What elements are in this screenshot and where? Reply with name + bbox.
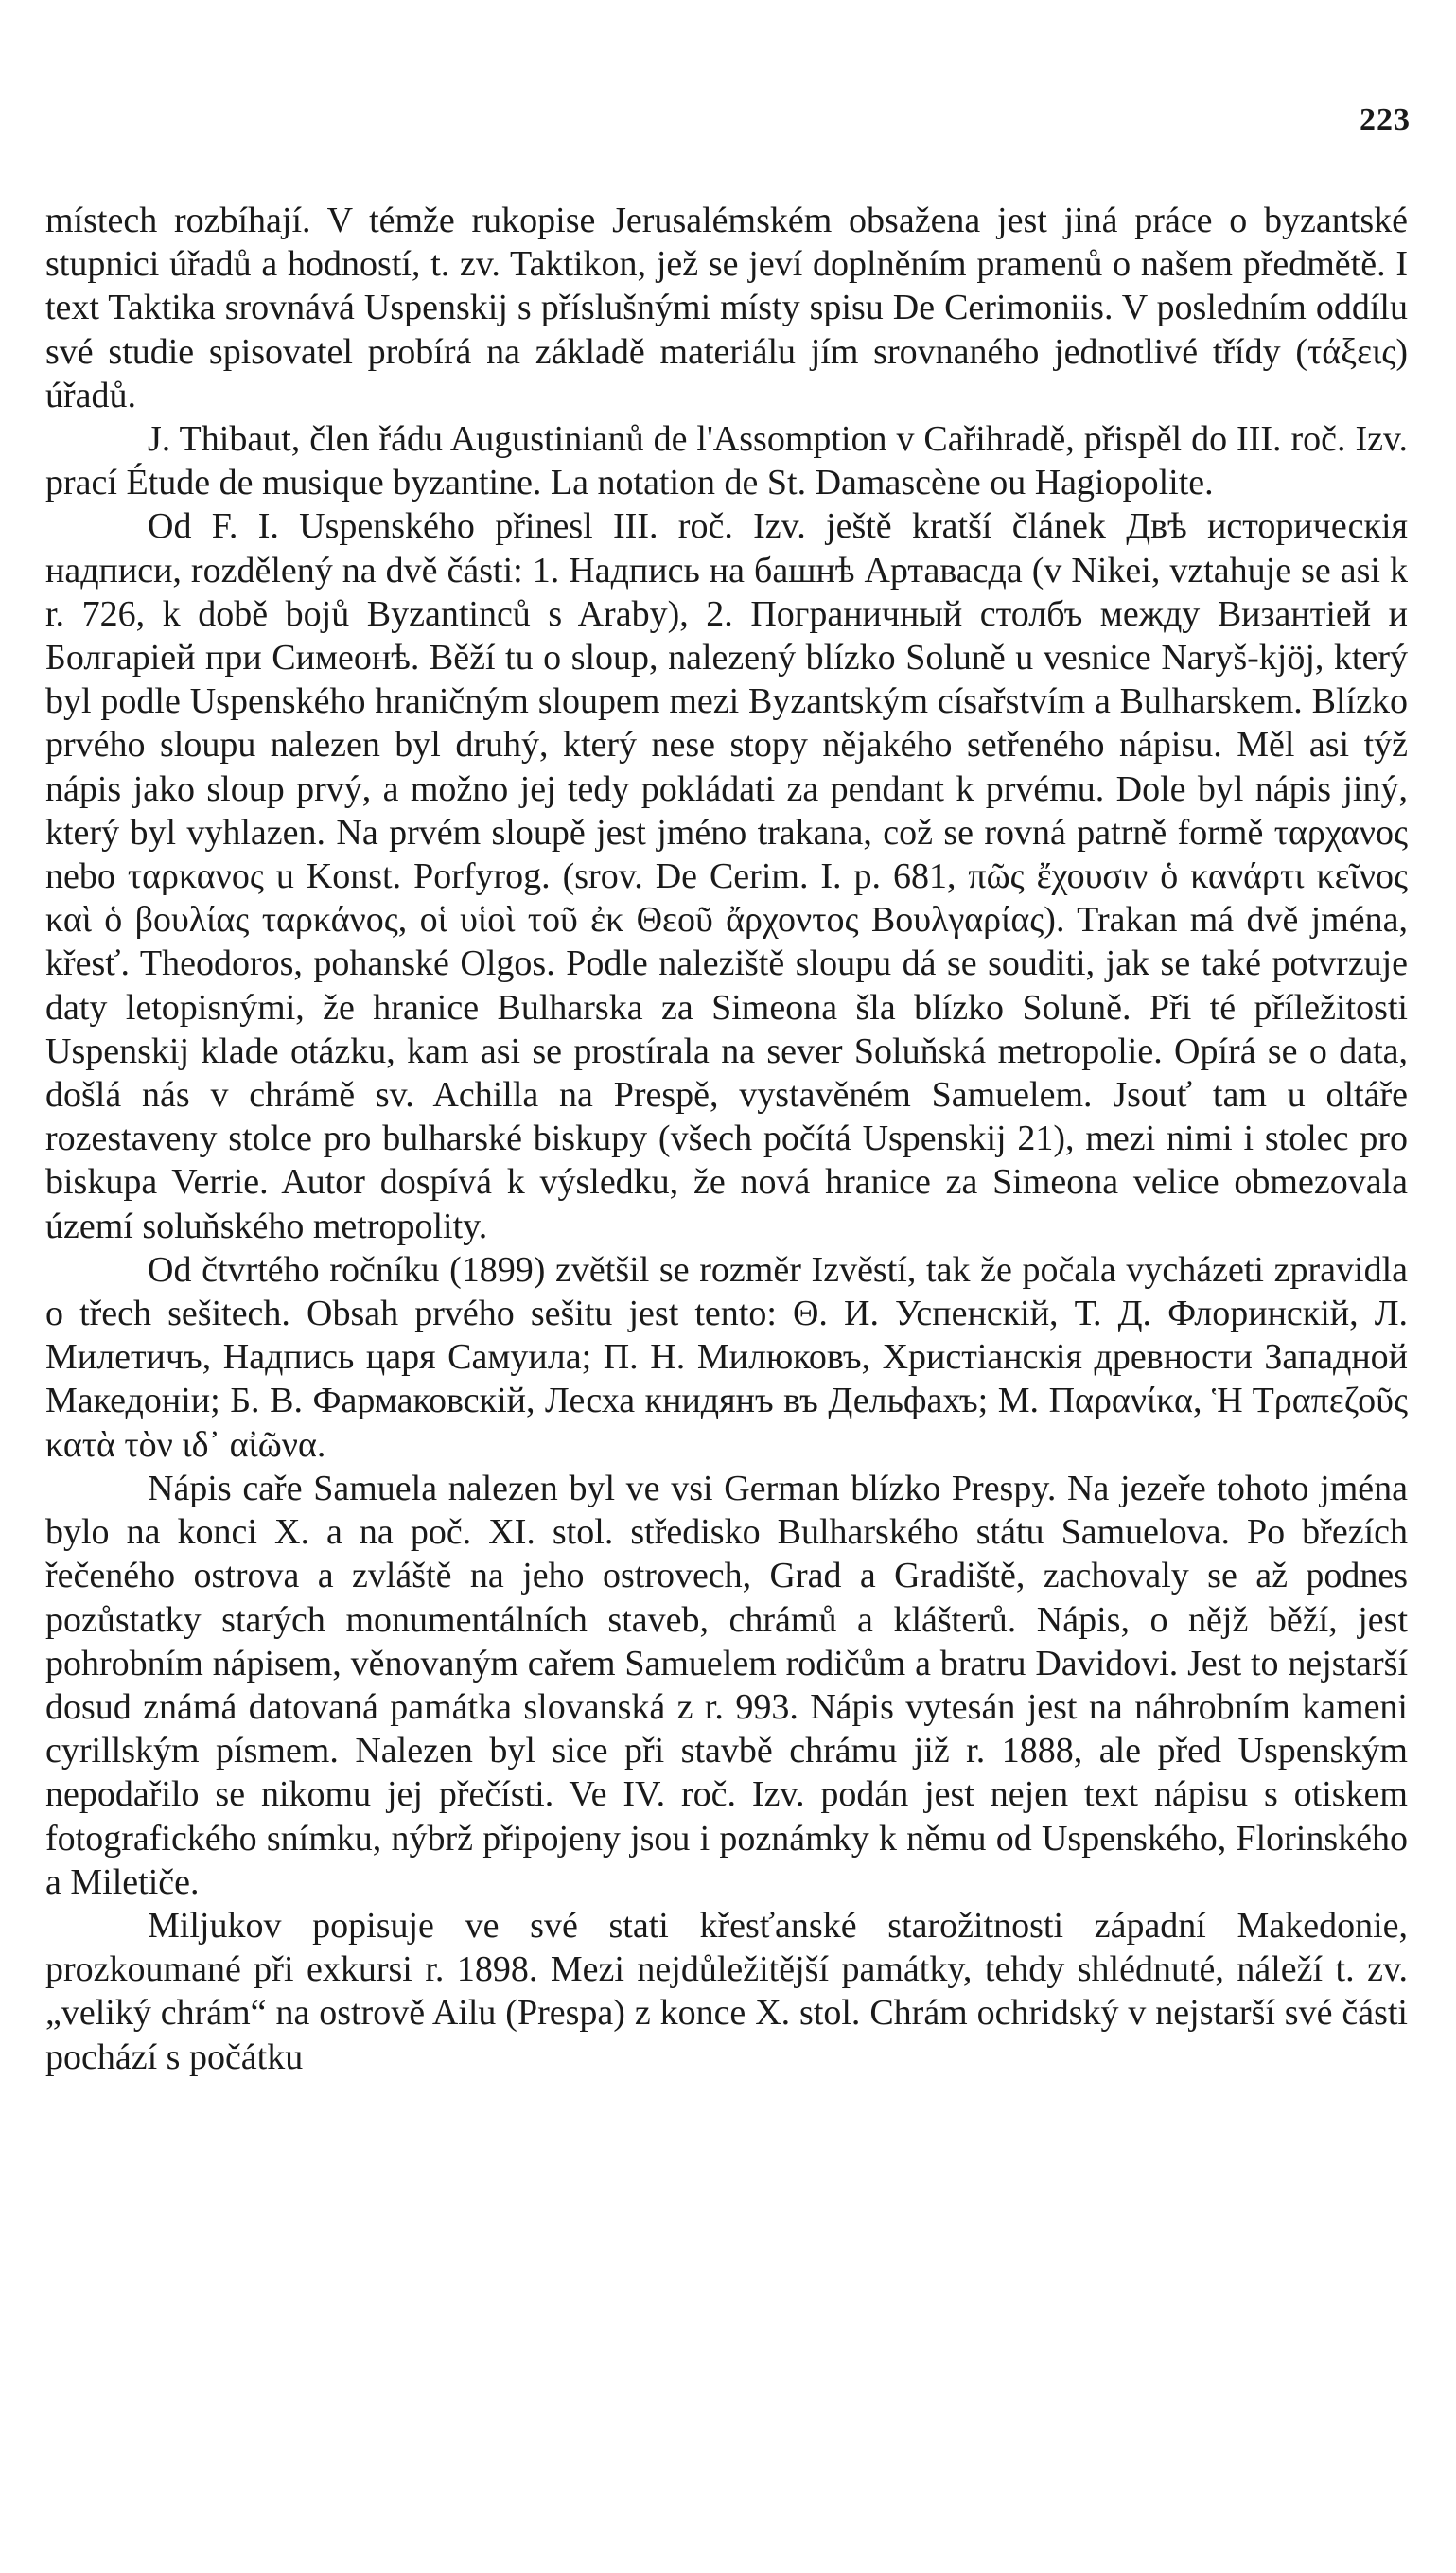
paragraph-3: Od F. I. Uspenského přinesl III. roč. Izv. ještě kratší článek Двѣ историческія надписи, rozdělený na dvě části: 1. Надпись на башнѣ Артавасда (v Nikei, vztahuje se asi k r. 726, k době bojů Byzantinců s Araby), 2. Пограничный столбъ между Византiей и Болгарiей при Симеонѣ. Běží tu o sloup, nalezený blízko Soluně u vesnice Naryš-kjöj, který byl podle Uspenského hraničným sloupem mezi Byzantským císařstvím a Bulharskem. Blízko prvého sloupu nalezen byl druhý, který nese stopy nějakého setřeného nápisu. Měl asi týž nápis jako sloup prvý, a možno jej tedy pokládati za pendant k prvému. Dole byl nápis jiný, který byl vyhlazen. Na prvém sloupě jest jméno trakana, což se rovná patrně formě ταρχανος nebo ταρκανος u Konst. Porfyrog. (srov. De Cerim. I. p. 681, πῶς ἔχουσιν ὁ κανάρτι κεῖνος καὶ ὁ βουλίας ταρκάνος, οἱ υἱοὶ τοῦ ἐκ Θεοῦ ἄρχοντος Βουλγαρίας). Trakan má dvě jména, křesť. Theodoros, pohanské Olgos. Podle naleziště sloupu dá se souditi, jak se také potvrzuje daty letopisnými, že hranice Bulharska za Simeona šla blízko Soluně. Při té příležitosti Uspenskij klade otázku, kam asi se prostírala na sever Soluňská metropolie. Opírá se o data, došlá nás v chrámě sv. Achilla na Prespě, vystavěném Samuelem. Jsouť tam u oltáře rozestaveny stolce pro bulharské biskupy (všech počítá Uspenskij 21), mezi nimi i stolec pro biskupa Verrie. Autor dospívá k výsledku, že nová hranice za Simeona velice obmezovala území soluňského metropolity. bbox=[45, 506, 1408, 1246]
paragraph-5: Nápis caře Samuela nalezen byl ve vsi German blízko Prespy. Na jezeře tohoto jména bylo na konci X. a na poč. XI. stol. středisko Bulharského státu Samuelova. Po březích řečeného ostrova a zvláště na jeho ostrovech, Grad a Gradiště, zachovaly se až podnes pozůstatky starých monumentálních staveb, chrámů a klášterů. Nápis, o nějž běží, jest pohrobním nápisem, věnovaným cařem Samuelem rodičům a bratru Davidovi. Jest to nejstarší dosud známá datovaná památka slovanská z r. 993. Nápis vytesán jest na náhrobním kameni cyrillským písmem. Nalezen byl sice při stavbě chrámu již r. 1888, ale před Uspenským nepodařilo se nikomu jej přečísti. Ve IV. roč. Izv. podán jest nejen text nápisu s otiskem fotografického snímku, nýbrž připojeny jsou i poznámky k němu od Uspenského, Florinského a Miletiče. bbox=[45, 1468, 1408, 1902]
paragraph-6: Miljukov popisuje ve své stati křesťanské starožitnosti západní Makedonie, prozkoumané při exkursi r. 1898. Mezi nejdůležitější památky, tehdy shlédnuté, náleží t. zv. „veliký chrám“ na ostrově Ailu (Prespa) z konce X. stol. Chrám ochridský v nejstarší své části pochází s počátku bbox=[45, 1905, 1408, 2077]
page-number: 223 bbox=[1360, 102, 1411, 137]
body-text bbox=[45, 199, 1408, 2079]
paragraph-2: J. Thibaut, člen řádu Augustinianů de l'Assomption v Cařihradě, přispěl do III. roč. Izv. prací Étude de musique byzantine. La notation de St. Damascène ou Hagiopolite. bbox=[45, 419, 1408, 503]
paragraph-1: místech rozbíhají. V témže rukopise Jerusalémském obsažena jest jiná práce o byzantské stupnici úřadů a hodností, t. zv. Taktikon, jež se jeví doplněním pramenů o našem předmětě. I text Taktika srovnává Uspenskij s příslušnými místy spisu De Cerimoniis. V posledním oddílu své studie spisovatel probírá na základě materiálu jím srovnaného jednotlivé třídy (τάξεις) úřadů. bbox=[45, 201, 1408, 415]
paragraph-4: Od čtvrtého ročníku (1899) zvětšil se rozměr Izvěstí, tak že počala vycházeti zpravidla o třech sešitech. Obsah prvého sešitu jest tento: Θ. И. Успенскiй, Т. Д. Флоринскiй, Л. Милетичъ, Надпись царя Самуила; П. Н. Милюковъ, Христiанскiя древности Западной Македонiи; Б. В. Фармаковскiй, Лесха книдянъ въ Дельфахъ; M. Παρανίκα, Ἡ Τραπεζοῦς κατὰ τὸν ιδ᾽ αἰῶνα. bbox=[45, 1249, 1408, 1465]
